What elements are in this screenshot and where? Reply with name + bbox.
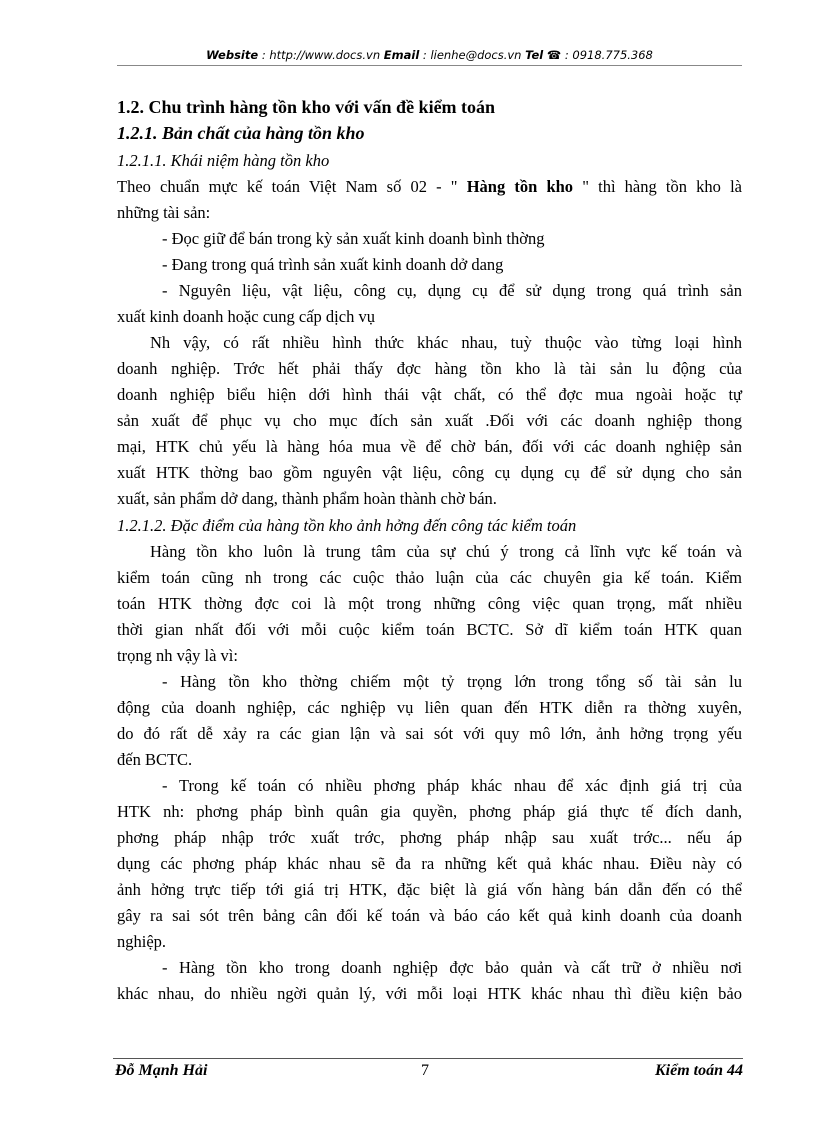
text-line: xuất, sản phẩm dở dang, thành phẩm hoàn thành chờ bán. xyxy=(117,489,497,508)
text-line: Theo chuẩn mực kế toán Việt Nam số 02 - " Hàng tồn kho " thì hàng tồn kho là xyxy=(117,177,742,196)
heading-1-2-1-2: 1.2.1.2. Đặc điểm của hàng tồn kho ảnh hởng đến công tác kiểm toán xyxy=(117,516,577,535)
text-line: Hàng tồn kho luôn là trung tâm của sự chú ý trong cả lĩnh vực kế toán và xyxy=(150,542,742,561)
text-line: - Hàng tồn kho trong doanh nghiệp đợc bảo quản và cất trữ ở nhiều nơi xyxy=(162,958,742,977)
paragraph xyxy=(117,330,742,512)
heading-1-2-1-1: 1.2.1.1. Khái niệm hàng tồn kho xyxy=(117,151,330,170)
text-line: dụng các phơng pháp khác nhau sẽ đa ra những kết quả khác nhau. Điều này có xyxy=(117,854,742,873)
section-1-2-1-1 xyxy=(117,174,742,512)
footer-author: Đỗ Mạnh Hải xyxy=(115,1062,208,1079)
heading-1-2-1: 1.2.1. Bản chất của hàng tồn kho xyxy=(117,123,365,143)
text-line: - Trong kế toán có nhiều phơng pháp khác nhau để xác định giá trị của xyxy=(162,776,742,795)
tel-number: ☎ : 0918.775.368 xyxy=(543,48,653,62)
heading-1-2: 1.2. Chu trình hàng tồn kho với vấn đề kiểm toán xyxy=(117,97,496,117)
text-line: - Nguyên liệu, vật liệu, công cụ, dụng cụ để sử dụng trong quá trình sản xyxy=(162,281,742,300)
text-line: - Đọc giữ để bán trong kỳ sản xuất kinh doanh bình thờng xyxy=(162,229,545,248)
term-bold: Hàng tồn kho xyxy=(466,177,574,196)
text-line: nghiệp. xyxy=(117,932,167,951)
text-line: HTK nh: phơng pháp bình quân gia quyền, phơng pháp giá thực tế đích danh, xyxy=(117,802,742,821)
footer-divider xyxy=(113,1058,743,1059)
text-line: Nh vậy, có rất nhiều hình thức khác nhau, tuỳ thuộc vào từng loại hình xyxy=(150,333,742,352)
text-line: - Hàng tồn kho thờng chiếm một tỷ trọng lớn trong tổng số tài sản lu xyxy=(162,672,742,691)
text-line: động của doanh nghiệp, các nghiệp vụ liên quan đến HTK diễn ra thờng xuyên, xyxy=(117,698,742,717)
text-line: doanh nghiệp biểu hiện dới hình thái vật chất, có thể đợc mua ngoài hoặc tự xyxy=(117,385,742,404)
paragraph xyxy=(117,773,742,955)
text-line: gây ra sai sót trên bảng cân đối kế toán và báo cáo kết quả kinh doanh của doanh xyxy=(117,906,742,925)
text-line: kiểm toán cũng nh trong các cuộc thảo luận của các chuyên gia kế toán. Kiểm xyxy=(117,568,742,587)
website-label: Website xyxy=(206,48,259,62)
text-line: khác nhau, do nhiều ngời quản lý, với mỗi loại HTK khác nhau thì điều kiện bảo xyxy=(117,984,742,1003)
document-body xyxy=(117,94,742,1007)
section-1-2-1-2 xyxy=(117,539,742,1007)
text-line: phơng pháp nhập trớc xuất trớc, phơng pháp nhập sau xuất trớc... nếu áp xyxy=(117,828,742,847)
paragraph xyxy=(117,539,742,669)
text-line: doanh nghiệp. Trớc hết phải thấy đợc hàng tồn kho là tài sản lu động của xyxy=(117,359,742,378)
text-line: sản xuất để phục vụ cho mục đích sản xuất .Đối với các doanh nghiệp thong xyxy=(117,411,742,430)
tel-label: Tel xyxy=(525,48,544,62)
paragraph xyxy=(117,252,742,278)
text-line: - Đang trong quá trình sản xuất kinh doanh dở dang xyxy=(162,255,504,274)
page-number: 7 xyxy=(421,1062,429,1079)
text-line: ảnh hởng trực tiếp tới giá trị HTK, đặc biệt là giá vốn hàng bán dẫn đến có thể xyxy=(117,880,742,899)
website-url: : http://www.docs.vn xyxy=(258,48,384,62)
text-line: do đó rất dễ xảy ra các gian lận và sai sót với quy mô lớn, ảnh hởng trọng yếu xyxy=(117,724,742,743)
paragraph xyxy=(117,174,742,226)
text-line: thời gian nhất đối với mỗi cuộc kiểm toán BCTC. Sở dĩ kiểm toán HTK quan xyxy=(117,620,742,639)
text-line: đến BCTC. xyxy=(117,750,193,769)
text-line: những tài sản: xyxy=(117,203,211,222)
text-line: toán HTK thờng đợc coi là một trong những công việc quan trọng, mất nhiều xyxy=(117,594,742,613)
paragraph xyxy=(117,669,742,773)
page-header xyxy=(117,48,742,66)
footer-class: Kiểm toán 44 xyxy=(654,1062,743,1079)
paragraph xyxy=(117,278,742,330)
paragraph xyxy=(117,955,742,1007)
page-footer xyxy=(113,1062,743,1084)
text-line: xuất HTK thờng bao gồm nguyên vật liệu, công cụ dụng cụ để sử dụng cho sản xyxy=(117,463,742,482)
text-line: trọng nh vậy là vì: xyxy=(117,646,238,665)
email-address: : lienhe@docs.vn xyxy=(419,48,526,62)
text-line: mại, HTK chủ yếu là hàng hóa mua về để chờ bán, đối với các doanh nghiệp sản xyxy=(117,437,742,456)
paragraph xyxy=(117,226,742,252)
text-line: xuất kinh doanh hoặc cung cấp dịch vụ xyxy=(117,307,375,326)
email-label: Email xyxy=(383,48,420,62)
